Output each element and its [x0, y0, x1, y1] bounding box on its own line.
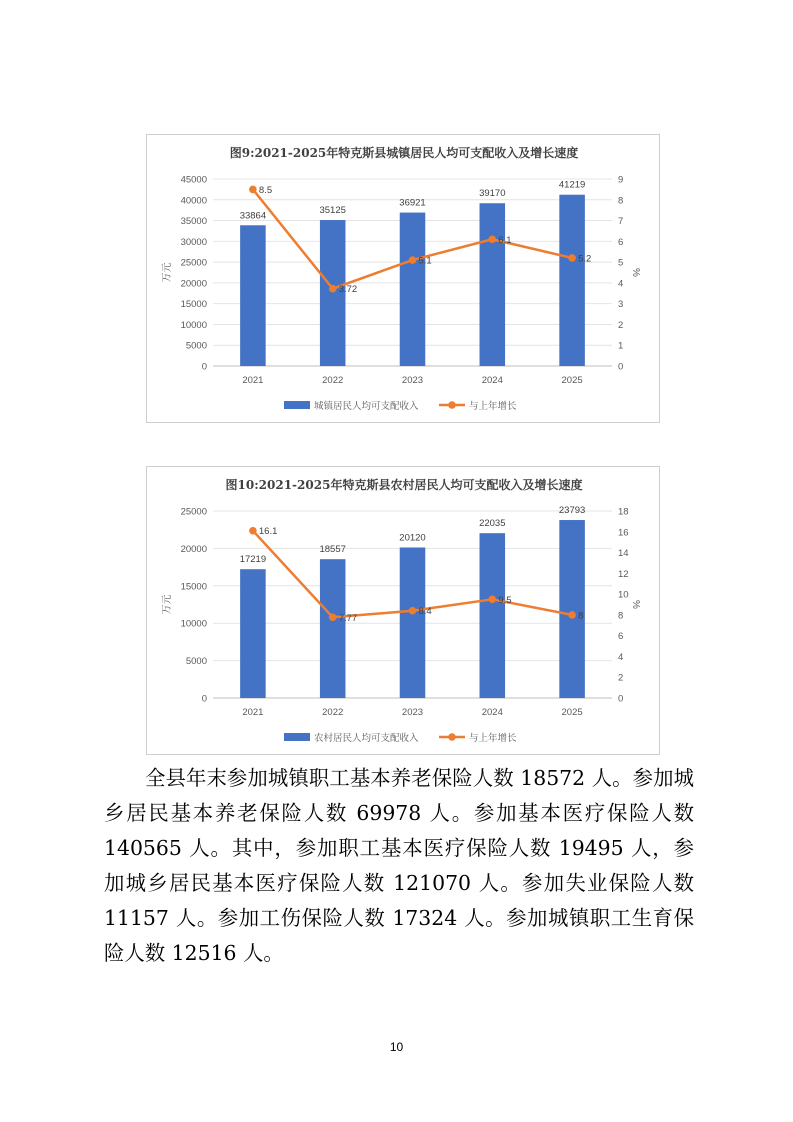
y-tick-label: 25000 — [180, 257, 207, 269]
y2-tick-label: 3 — [618, 299, 624, 311]
x-tick-label: 2025 — [561, 707, 583, 718]
growth-point — [568, 254, 576, 262]
bar — [400, 548, 426, 698]
y-tick-label: 0 — [201, 693, 207, 705]
legend-bar-swatch — [284, 401, 310, 409]
bar — [559, 195, 585, 366]
legend-line-marker — [448, 733, 456, 741]
y2-tick-label: 1 — [618, 340, 624, 352]
rural-income-chart-svg — [147, 467, 661, 756]
growth-value-label: 6.1 — [498, 234, 512, 246]
growth-value-label: 8 — [578, 610, 584, 622]
bar-value-label: 36921 — [399, 197, 426, 209]
growth-point — [249, 527, 257, 535]
y-tick-label: 40000 — [180, 195, 207, 207]
social-insurance-paragraph: 全县年末参加城镇职工基本养老保险人数 18572 人。参加城乡居民基本养老保险人数 69978 人。参加基本医疗保险人数 140565 人。其中，参加职工基本医疗保险人数 19495 人，参加城乡居民基本医疗保险人数 121070 人。参加失业保险人数 11157 人。参加工伤保险人数 17324 人。参加城镇职工生育保险人数 12516 人。 — [104, 766, 694, 965]
bar-value-label: 39170 — [479, 188, 506, 200]
y2-tick-label: 9 — [618, 174, 624, 186]
y-tick-label: 15000 — [180, 581, 207, 593]
x-tick-label: 2021 — [242, 707, 264, 718]
y2-tick-label: 8 — [618, 195, 624, 207]
y2-tick-label: 2 — [618, 319, 624, 331]
bar — [480, 203, 506, 366]
growth-value-label: 5.2 — [578, 253, 592, 265]
growth-value-label: 9.5 — [498, 594, 512, 606]
x-tick-label: 2023 — [401, 375, 424, 386]
bar — [480, 533, 506, 698]
y2-tick-label: 18 — [618, 506, 629, 518]
legend-line-marker — [448, 401, 456, 409]
chart-title: 图10:2021-2025年特克斯县农村居民人均可支配收入及增长速度 — [225, 478, 583, 492]
page-number: 10 — [389, 1040, 404, 1054]
y-tick-label: 45000 — [180, 174, 207, 186]
y2-tick-label: 16 — [618, 527, 629, 539]
growth-value-label: 16.1 — [258, 526, 278, 538]
urban-income-chart-svg — [147, 135, 661, 424]
y2-tick-label: 5 — [618, 257, 624, 269]
legend-line-label: 与上年增长 — [469, 733, 517, 744]
y-tick-label: 20000 — [180, 278, 207, 290]
y2-tick-label: 10 — [618, 589, 629, 601]
bar-value-label: 35125 — [319, 205, 346, 217]
y-tick-label: 15000 — [180, 299, 207, 311]
x-tick-label: 2024 — [481, 707, 503, 718]
legend-bar-label: 城镇居民人均可支配收入 — [314, 401, 419, 412]
y2-tick-label: 14 — [618, 548, 629, 560]
growth-point — [329, 613, 337, 621]
y-tick-label: 25000 — [180, 506, 207, 518]
growth-value-label: 8.5 — [258, 184, 273, 196]
legend-bar-swatch — [284, 733, 310, 741]
x-tick-label: 2024 — [481, 375, 503, 386]
growth-point — [329, 285, 337, 293]
bar-value-label: 18557 — [319, 544, 346, 556]
y2-tick-label: 8 — [618, 610, 624, 622]
y2-tick-label: 6 — [618, 631, 624, 643]
bar-value-label: 22035 — [479, 518, 506, 530]
growth-value-label: 8.4 — [418, 606, 432, 618]
y2-axis-title: % — [630, 600, 641, 609]
growth-point — [409, 607, 417, 615]
y2-tick-label: 6 — [618, 236, 624, 248]
urban-income-chart — [146, 134, 660, 423]
growth-point — [489, 596, 497, 604]
bar-value-label: 33864 — [239, 210, 267, 222]
growth-value-label: 7.77 — [338, 612, 358, 624]
y-axis-title: 万元 — [162, 262, 173, 283]
y-tick-label: 0 — [201, 361, 207, 373]
y2-tick-label: 12 — [618, 568, 629, 580]
chart-title: 图9:2021-2025年特克斯县城镇居民人均可支配收入及增长速度 — [229, 146, 579, 160]
y-tick-label: 10000 — [180, 319, 207, 331]
bar — [240, 569, 266, 698]
legend-line-label: 与上年增长 — [469, 401, 517, 412]
x-tick-label: 2025 — [561, 375, 583, 386]
bar-value-label: 17219 — [239, 554, 267, 566]
y2-tick-label: 7 — [618, 216, 624, 228]
y-tick-label: 10000 — [180, 618, 207, 630]
y2-tick-label: 4 — [618, 651, 624, 663]
x-tick-label: 2021 — [242, 375, 264, 386]
y2-axis-title: % — [630, 268, 641, 277]
bar-value-label: 41219 — [558, 179, 586, 191]
bar — [559, 520, 585, 698]
growth-value-label: 3.72 — [338, 284, 358, 296]
growth-point — [489, 235, 497, 243]
legend-bar-label: 农村居民人均可支配收入 — [314, 733, 419, 744]
y2-tick-label: 0 — [618, 361, 624, 373]
growth-value-label: 5.1 — [418, 255, 432, 267]
x-tick-label: 2022 — [322, 707, 344, 718]
x-tick-label: 2023 — [401, 707, 424, 718]
x-tick-label: 2022 — [322, 375, 344, 386]
y-axis-title: 万元 — [162, 594, 173, 615]
bar-value-label: 20120 — [399, 532, 426, 544]
growth-point — [568, 611, 576, 619]
y-tick-label: 30000 — [180, 236, 207, 248]
y-tick-label: 35000 — [180, 216, 207, 228]
bar — [240, 225, 266, 366]
bar-value-label: 23793 — [558, 505, 586, 517]
bar — [320, 559, 346, 698]
bar — [400, 213, 426, 366]
y2-tick-label: 0 — [618, 693, 624, 705]
rural-income-chart — [146, 466, 660, 755]
growth-point — [409, 256, 417, 264]
y-tick-label: 20000 — [180, 543, 207, 555]
y2-tick-label: 2 — [618, 672, 624, 684]
y-tick-label: 5000 — [185, 656, 207, 668]
y-tick-label: 5000 — [185, 340, 207, 352]
growth-point — [249, 186, 257, 194]
y2-tick-label: 4 — [618, 278, 624, 290]
